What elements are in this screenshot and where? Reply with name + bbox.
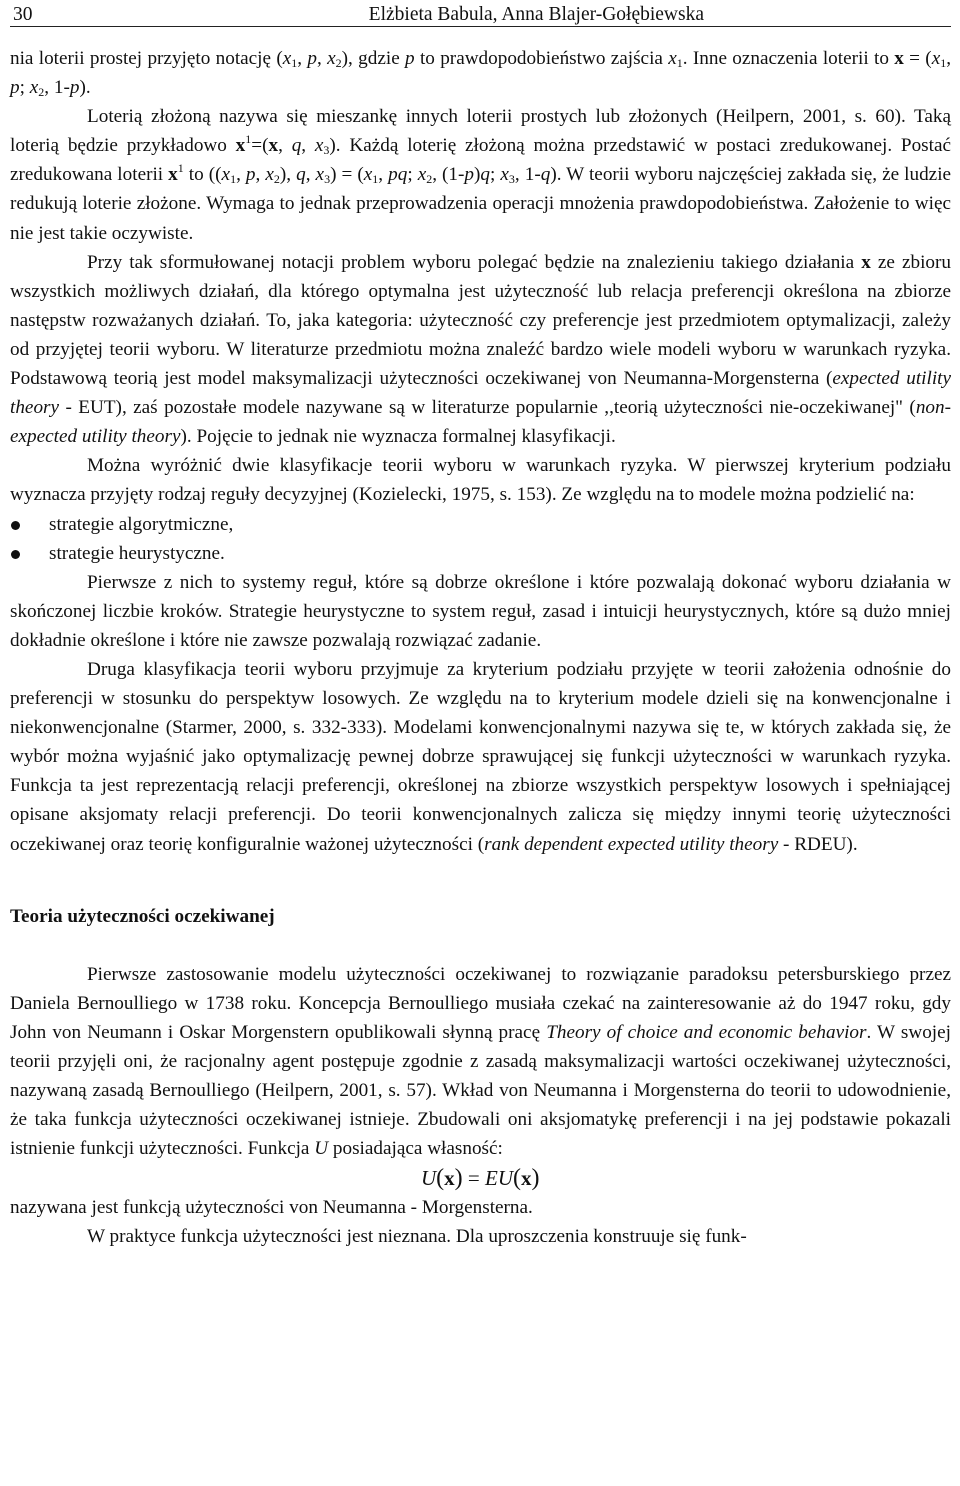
list-item: strategie algorytmiczne, [10, 510, 951, 539]
paragraph-choice-problem: Przy tak sformułowanej notacji problem wyboru polegać będzie na znalezieniu takiego działania x ze zbioru wszystkich możliwych działań, dla którego optymalna jest użyteczność lub relacja preferencji określona na zbiorze następstw rozważanych działań. To, jaka kategoria: użyteczność czy preferencje jest przedmiotem optymalizacji, zależy od przyjętej teorii wyboru. W literaturze przedmiotu można znaleźć bardzo wiele modeli wyboru w warunkach ryzyka. Podstawową teorią jest model maksymalizacji użyteczności oczekiwanej von Neumanna-Morgensterna (expected utility theory - EUT), zaś pozostałe modele nazywane są w literaturze popularnie ,,teorią użyteczności nie-oczekiwanej" (non-expected utility theory). Pojęcie to jednak nie wyznacza formalnej klasyfikacji. [10, 251, 951, 448]
paragraph-lottery-notation: nia loterii prostej przyjęto notację ($x_1$, p, $x_2$), gdzie p to prawdopodobieństwo zajścia $x_1$. Inne oznaczenia loterii to $x = (x_1$, p; $x_2$, 1-p). [10, 48, 952, 100]
paragraph-vnm-function: nazywana jest funkcją użyteczności von Neumanna - Morgensterna. [10, 1197, 533, 1219]
page-number: 30 [13, 4, 33, 25]
running-header [10, 0, 951, 27]
paragraph-compound-lottery: Loterią złożoną nazywa się mieszankę innych loterii prostych lub złożonych (Heilpern, 2001, s. 60). Taką loterią będzie przykładowo $x^1=(x$, q, $x_3$). Każdą loterię złożoną można przedstawić w postaci zredukowanej. Postać zredukowana loterii $x^1$ to (($x_1$, p, $x_2$), q, $x_3) = (x_1$, pq; $x_2$, (1-p)q; $x_3$, 1-q). W teorii wyboru najczęściej zakłada się, że ludzie redukują loterie złożone. Wymaga to jednak przeprowadzenia operacji mnożenia prawdopodobieństwa. Założenie to więc nie jest takie oczywiste. [10, 106, 952, 244]
paragraph-two-classifications: Można wyróżnić dwie klasyfikacje teorii wyboru w warunkach ryzyka. W pierwszej kryterium podziału wyznacza przyjęty rodzaj reguły decyzyjnej (Kozielecki, 1975, s. 153). Ze względu na to modele można podzielić na: [10, 455, 951, 506]
section-heading: Teoria użyteczności oczekiwanej [10, 905, 275, 927]
paragraph-second-classification: Druga klasyfikacja teorii wyboru przyjmuje za kryterium podziału przyjęte w teorii założenia odnośnie do preferencji w stosunku do perspektyw losowych. Ze względu na to kryterium modele dzieli się na konwencjonalne i niekonwencjonalne (Starmer, 2000, s. 332-333). Modelami konwencjonalnymi nazywa się te, w których zakłada się, że wybór można wyjaśnić jako optymalizację pewnej dobrze sprawującej się funkcji użyteczności w warunkach ryzyka. Funkcja ta jest reprezentacją relacji preferencji, określonej na zbiorze wszystkich perspektyw losowych i spełniającej opisane aksjomaty relacji preferencji. Do teorii konwencjonalnych zalicza się między innymi teorię użyteczności oczekiwanej oraz teorię konfiguralnie ważonej użyteczności (rank dependent expected utility theory - RDEU). [10, 658, 951, 855]
strategy-list [10, 510, 951, 568]
paragraph-algorithmic-vs-heuristic: Pierwsze z nich to systemy reguł, które są dobrze określone i które pozwalają dokonać wyboru działania w skończonej liczbie kroków. Strategie heurystyczne to system reguł, zasad i intuicji heurystycznych, które są dużo mniej dokładnie określone i które nie zawsze pozwalają rozwiązać zadanie. [10, 571, 951, 651]
formula-lhs-function: U [421, 1166, 437, 1191]
formula-lhs-argument: x [444, 1166, 455, 1191]
formula-rhs-function: EU [485, 1166, 514, 1191]
running-header-authors: Elżbieta Babula, Anna Blajer-Gołębiewska [368, 4, 704, 25]
list-item: strategie heurystyczne. [10, 539, 951, 568]
formula-equals: = [467, 1166, 480, 1191]
paragraph-bernoulli: Pierwsze zastosowanie modelu użyteczności oczekiwanej to rozwiązanie paradoksu petersburskiego przez Daniela Bernoulliego w 1738 roku. Koncepcja Bernoulliego musiała czekać na zainteresowanie aż do 1947 roku, gdy John von Neumann i Oskar Morgenstern opublikowali słynną pracę Theory of choice and economic behavior. W swojej teorii przyjęli oni, że racjonalny agent postępuje zgodnie z zasadą maksymalizacji wartości oczekiwanej użyteczności, nazywaną zasadą Bernoulliego (Heilpern, 2001, s. 57). Wkład von Neumanna i Morgensterna do teorii to udowodnienie, że taka funkcja użyteczności oczekiwanej istnieje. Zbudowali oni aksjomatykę preferencji i na jej podstawie pokazali istnienie funkcji użyteczności. Funkcja U posiadająca własność: [10, 963, 951, 1160]
paragraph-unknown-utility: W praktyce funkcja użyteczności jest nieznana. Dla uproszczenia konstruuje się funk- [87, 1226, 747, 1248]
formula-utility: U(x) = EU(x) [421, 1165, 540, 1192]
formula-rhs-argument: x [521, 1166, 532, 1191]
